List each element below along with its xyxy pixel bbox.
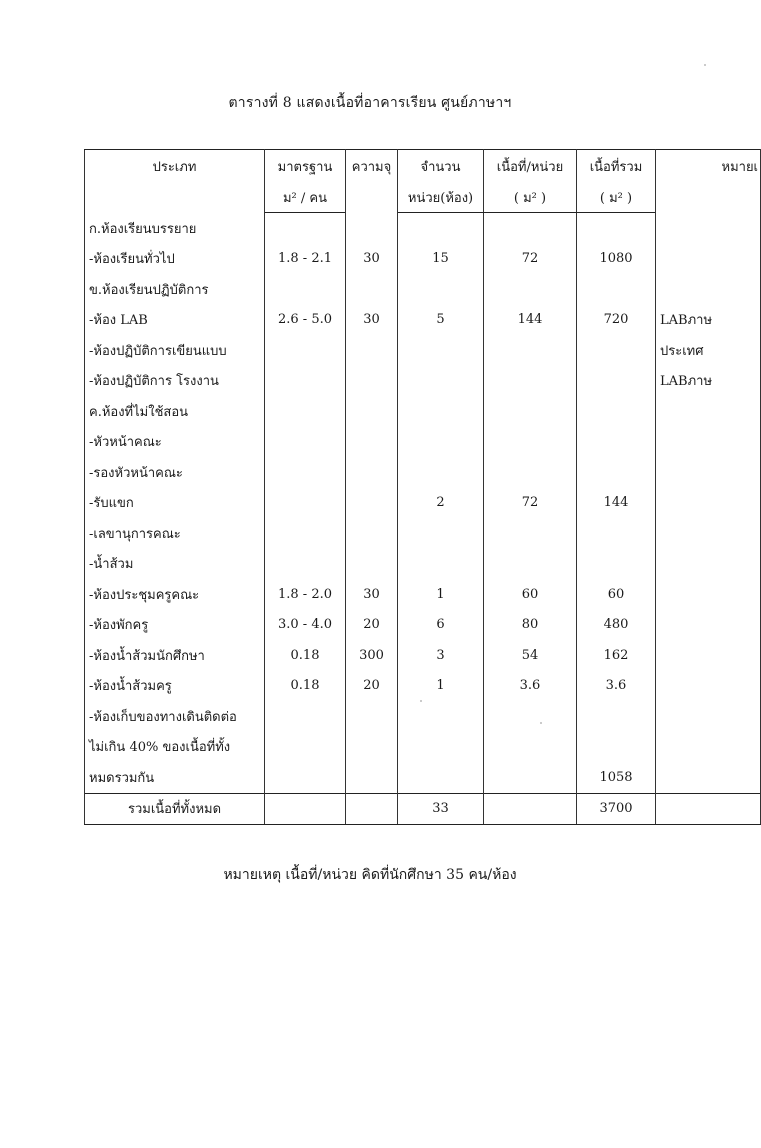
cell-type: -ห้องน้ำส้วมครู [85, 671, 265, 702]
cell-unit-area: 80 [484, 610, 577, 641]
cell-total-area [577, 335, 656, 366]
cell-capacity [346, 488, 398, 519]
cell-unit-area [484, 396, 577, 427]
cell-count [398, 274, 484, 305]
cell-count: 1 [398, 671, 484, 702]
cell-type: -ห้องปฏิบัติการเขียนแบบ [85, 335, 265, 366]
cell-count: 15 [398, 244, 484, 275]
cell-capacity [346, 427, 398, 458]
cell-standard [265, 427, 346, 458]
cell-remark [656, 518, 761, 549]
cell-standard [265, 366, 346, 397]
cell-capacity: 20 [346, 671, 398, 702]
cell-standard [265, 488, 346, 519]
cell-count: 1 [398, 579, 484, 610]
cell-standard: 2.6 - 5.0 [265, 305, 346, 336]
cell-standard [265, 335, 346, 366]
cell-unit-area: 72 [484, 244, 577, 275]
total-cell-standard [265, 793, 346, 824]
total-cell-type: รวมเนื้อที่ทั้งหมด [85, 793, 265, 824]
cell-count [398, 518, 484, 549]
cell-count [398, 366, 484, 397]
cell-remark [656, 274, 761, 305]
cell-standard [265, 457, 346, 488]
table-row [85, 213, 761, 244]
cell-total-area [577, 732, 656, 763]
cell-total-area [577, 274, 656, 305]
cell-count [398, 701, 484, 732]
cell-type: -ห้องเก็บของทางเดินติดต่อ [85, 701, 265, 732]
cell-remark [656, 579, 761, 610]
cell-type: -รับแขก [85, 488, 265, 519]
scan-speck [704, 64, 706, 66]
table-row [85, 274, 761, 305]
cell-type: ก.ห้องเรียนบรรยาย [85, 213, 265, 244]
cell-remark [656, 427, 761, 458]
cell-standard [265, 549, 346, 580]
cell-standard [265, 274, 346, 305]
table-caption: ตารางที่ 8 แสดงเนื้อที่อาคารเรียน ศูนย์ภาษาฯ [228, 95, 512, 111]
cell-count: 2 [398, 488, 484, 519]
table-row [85, 732, 761, 763]
area-table-container [84, 149, 758, 829]
header-type: ประเภท [85, 150, 265, 213]
table-row [85, 244, 761, 275]
total-cell-unit-area [484, 793, 577, 824]
cell-capacity: 30 [346, 305, 398, 336]
cell-count [398, 762, 484, 793]
table-row [85, 518, 761, 549]
cell-remark [656, 549, 761, 580]
header-capacity: ความจุ [346, 150, 398, 213]
cell-type: -ห้องประชุมครูคณะ [85, 579, 265, 610]
cell-type: -ห้องเรียนทั่วไป [85, 244, 265, 275]
cell-total-area: 1080 [577, 244, 656, 275]
table-row [85, 427, 761, 458]
header-remark: หมายเ [656, 150, 761, 213]
cell-total-area: 60 [577, 579, 656, 610]
cell-total-area [577, 396, 656, 427]
cell-capacity [346, 457, 398, 488]
cell-total-area: 480 [577, 610, 656, 641]
cell-unit-area: 3.6 [484, 671, 577, 702]
cell-unit-area: 54 [484, 640, 577, 671]
cell-count [398, 427, 484, 458]
cell-capacity: 20 [346, 610, 398, 641]
cell-standard [265, 701, 346, 732]
cell-remark: LABภาษ [656, 366, 761, 397]
cell-unit-area [484, 366, 577, 397]
cell-count [398, 732, 484, 763]
cell-remark [656, 640, 761, 671]
cell-type: -ห้องพักครู [85, 610, 265, 641]
cell-total-area: 162 [577, 640, 656, 671]
cell-standard: 0.18 [265, 640, 346, 671]
cell-standard [265, 396, 346, 427]
header-count: จำนวน [398, 150, 484, 183]
cell-remark [656, 396, 761, 427]
cell-type: หมดรวมกัน [85, 762, 265, 793]
cell-total-area: 144 [577, 488, 656, 519]
total-cell-remark [656, 793, 761, 824]
cell-total-area [577, 427, 656, 458]
cell-capacity [346, 732, 398, 763]
cell-unit-area [484, 732, 577, 763]
cell-capacity [346, 549, 398, 580]
header-total-area-unit: ( ม² ) [577, 182, 656, 213]
cell-unit-area [484, 457, 577, 488]
total-cell-capacity [346, 793, 398, 824]
total-cell-count: 33 [398, 793, 484, 824]
cell-capacity: 30 [346, 579, 398, 610]
table-row [85, 640, 761, 671]
total-row [85, 793, 761, 824]
cell-capacity [346, 366, 398, 397]
cell-capacity [346, 701, 398, 732]
table-row [85, 396, 761, 427]
cell-total-area [577, 518, 656, 549]
cell-standard: 0.18 [265, 671, 346, 702]
cell-capacity [346, 518, 398, 549]
cell-capacity [346, 396, 398, 427]
cell-capacity [346, 335, 398, 366]
table-row [85, 488, 761, 519]
cell-total-area: 1058 [577, 762, 656, 793]
header-standard: มาตรฐาน [265, 150, 346, 183]
cell-total-area [577, 457, 656, 488]
cell-remark [656, 701, 761, 732]
cell-unit-area: 144 [484, 305, 577, 336]
table-row [85, 335, 761, 366]
table-row [85, 671, 761, 702]
header-standard-unit: ม² / คน [265, 182, 346, 213]
cell-unit-area [484, 701, 577, 732]
table-row [85, 366, 761, 397]
header-row-top [85, 150, 761, 183]
cell-unit-area [484, 213, 577, 244]
cell-remark [656, 762, 761, 793]
cell-capacity [346, 274, 398, 305]
cell-remark [656, 732, 761, 763]
cell-standard: 1.8 - 2.1 [265, 244, 346, 275]
cell-type: -น้ำส้วม [85, 549, 265, 580]
cell-total-area [577, 366, 656, 397]
cell-total-area [577, 213, 656, 244]
cell-standard: 1.8 - 2.0 [265, 579, 346, 610]
cell-standard [265, 213, 346, 244]
cell-count: 5 [398, 305, 484, 336]
cell-unit-area [484, 427, 577, 458]
cell-unit-area [484, 274, 577, 305]
cell-count [398, 457, 484, 488]
cell-count [398, 213, 484, 244]
header-total-area: เนื้อที่รวม [577, 150, 656, 183]
cell-capacity: 300 [346, 640, 398, 671]
cell-remark [656, 671, 761, 702]
total-cell-total-area: 3700 [577, 793, 656, 824]
cell-count [398, 335, 484, 366]
cell-standard [265, 762, 346, 793]
cell-remark [656, 488, 761, 519]
cell-unit-area [484, 762, 577, 793]
table-row [85, 549, 761, 580]
cell-remark [656, 213, 761, 244]
cell-total-area [577, 549, 656, 580]
cell-capacity [346, 762, 398, 793]
cell-standard [265, 518, 346, 549]
area-table [84, 149, 761, 825]
cell-type: -ห้องปฏิบัติการ โรงงาน [85, 366, 265, 397]
cell-capacity [346, 213, 398, 244]
cell-remark: LABภาษ [656, 305, 761, 336]
cell-standard: 3.0 - 4.0 [265, 610, 346, 641]
cell-count: 3 [398, 640, 484, 671]
cell-total-area: 720 [577, 305, 656, 336]
cell-standard [265, 732, 346, 763]
scan-speck [540, 722, 542, 724]
header-unit-area-unit: ( ม² ) [484, 182, 577, 213]
header-count-unit: หน่วย(ห้อง) [398, 182, 484, 213]
cell-type: ไม่เกิน 40% ของเนื้อที่ทั้ง [85, 732, 265, 763]
cell-remark: ประเทศ [656, 335, 761, 366]
cell-unit-area: 72 [484, 488, 577, 519]
footnote: หมายเหตุ เนื้อที่/หน่วย คิดที่นักศึกษา 35 คน/ห้อง [223, 867, 517, 883]
cell-unit-area [484, 518, 577, 549]
cell-type: -เลขานุการคณะ [85, 518, 265, 549]
cell-type: -ห้อง LAB [85, 305, 265, 336]
cell-type: -ห้องน้ำส้วมนักศึกษา [85, 640, 265, 671]
table-row [85, 305, 761, 336]
cell-type: ค.ห้องที่ไม่ใช้สอน [85, 396, 265, 427]
cell-unit-area: 60 [484, 579, 577, 610]
header-unit-area: เนื้อที่/หน่วย [484, 150, 577, 183]
cell-count [398, 549, 484, 580]
table-row [85, 579, 761, 610]
table-row [85, 610, 761, 641]
cell-type: -หัวหน้าคณะ [85, 427, 265, 458]
cell-remark [656, 244, 761, 275]
cell-total-area: 3.6 [577, 671, 656, 702]
cell-unit-area [484, 549, 577, 580]
cell-total-area [577, 701, 656, 732]
table-row [85, 457, 761, 488]
table-row [85, 701, 761, 732]
cell-remark [656, 610, 761, 641]
cell-count: 6 [398, 610, 484, 641]
cell-type: -รองหัวหน้าคณะ [85, 457, 265, 488]
scan-speck [420, 700, 422, 702]
cell-count [398, 396, 484, 427]
cell-type: ข.ห้องเรียนปฏิบัติการ [85, 274, 265, 305]
cell-capacity: 30 [346, 244, 398, 275]
cell-unit-area [484, 335, 577, 366]
table-row [85, 762, 761, 793]
cell-remark [656, 457, 761, 488]
